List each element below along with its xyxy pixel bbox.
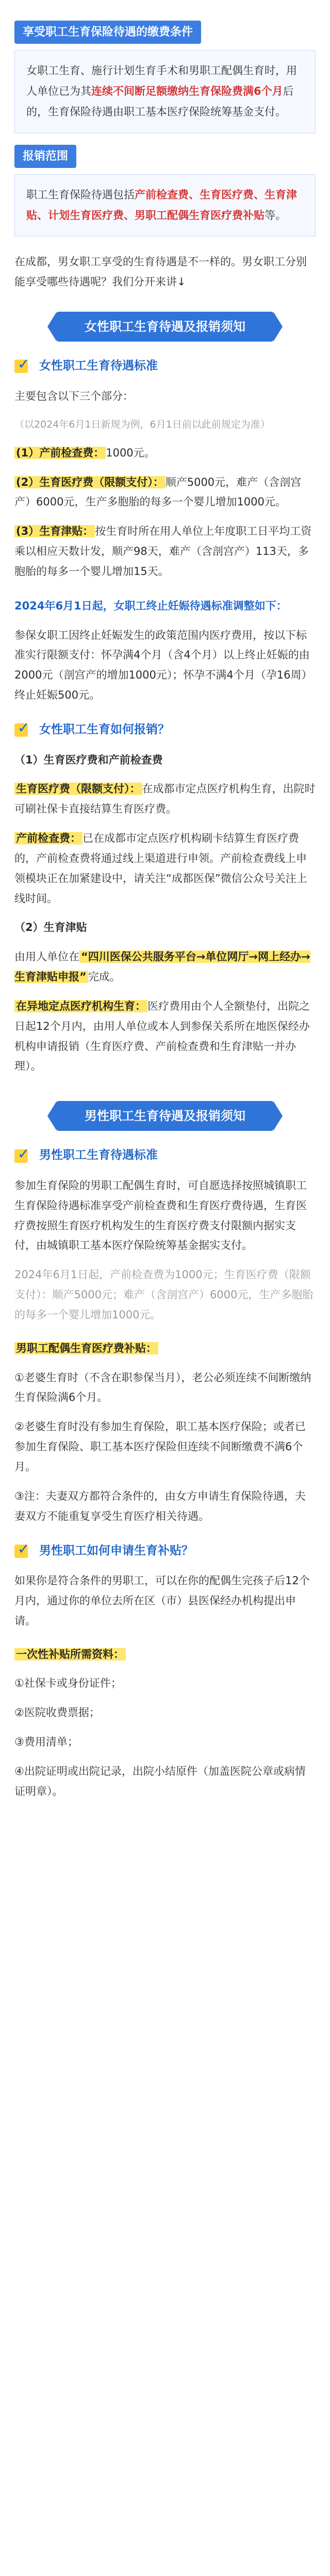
female-standard-heading <box>14 355 316 377</box>
conditions-highlight: 连续不间断足额缴纳生育保险费满6个月 <box>91 84 283 97</box>
scope-card <box>14 174 316 237</box>
item-medical-text: 顺产5000元，难产（含剖宫产）6000元，生产多胞胎的每多一个婴儿增加1000元。 <box>14 476 302 509</box>
conditions-card <box>14 50 316 133</box>
docs-heading <box>14 1645 316 1665</box>
male-apply-text: 如果你是符合条件的男职工，可以在你的配偶生完孩子后12个月内，通过你的单位去所在区（市）县医保经办机构提出申请。 <box>14 1574 310 1627</box>
new-rule-text: 参保女职工因终止妊娠发生的政策范围内医疗费用，按以下标准实行限额支付：怀孕满4个月（含4个月）以上终止妊娠的由2000元（剖宫产的增加1000元）；怀孕不满4个月（孕16周）终止妊娠500元。 <box>14 629 312 702</box>
checkbox-icon: ✓ <box>14 357 33 375</box>
male-standard-heading <box>14 1144 316 1166</box>
item-medical-label: (2）生育医疗费（限额支付）： <box>14 476 166 488</box>
conditions-text-b: 后的，生育保险待遇由职工基本医疗保险统筹基金支付。 <box>26 84 294 118</box>
item-allowance-text: 按生育时所在用人单位上年度职工日平均工资乘以相应天数计发，顺产98天，难产（含剖宫产）113天，多胞胎的每多一个婴儿增加15天。 <box>14 525 312 578</box>
male-condition-title: 男职工配偶生育医疗费补贴： <box>14 1342 158 1354</box>
tag-conditions: 享受职工生育保险待遇的缴费条件 <box>14 21 201 44</box>
condition-1: ①老婆生育时（不含在职参保当月），老公必须连续不间断缴纳生育保险满6个月。 <box>14 1371 311 1404</box>
condition-3: ③注：夫妻双方都符合条件的，由女方申请生育保险待遇，夫妻双方不能重复享受生育医疗相关待遇。 <box>14 1489 306 1522</box>
fee-prenatal-text: 已在成都市定点医疗机构刷卡结算生育医疗费的，产前检查费将通过线上渠道进行申领。产前检查费线上申领模块正在加紧建设中，请关注“成都医保”微信公众号关注上线时间。 <box>14 832 307 905</box>
fees-heading: （1）生育医疗费和产前检查费 <box>14 753 163 766</box>
fee-medical <box>14 779 316 819</box>
tag-scope: 报销范围 <box>14 145 76 168</box>
allowance-path: “四川医保公共服务平台→单位网厅→网上经办→生育津贴申报” <box>14 951 310 984</box>
item-allowance <box>14 521 316 582</box>
female-reimburse-heading <box>14 719 316 741</box>
condition-2: ②老婆生育时没有参加生育保险，职工基本医疗保险；或者已参加生育保险、职工基本医疗保险但连续不间断缴费不满6个月。 <box>14 1420 306 1473</box>
scope-highlight: 产前检查费、生育医疗费、生育津贴、计划生育医疗费、男职工配偶生育医疗费补贴 <box>26 188 297 222</box>
checkbox-icon: ✓ <box>14 1541 33 1560</box>
male-standard-gray: 2024年6月1日起，产前检查费为1000元；生育医疗费（限额支付）：顺产5000元；难产（含剖宫产）6000元，生产多胞胎的每多一个婴儿增加1000元。 <box>14 1268 314 1321</box>
scope-text-b: 等。 <box>265 209 286 222</box>
other-place <box>14 996 316 1076</box>
doc-4: ④出院证明或出院记录，出院小结原件（加盖医院公章或病情证明章）。 <box>14 1765 306 1798</box>
doc-3: ③费用清单； <box>14 1736 78 1749</box>
female-reimburse-title: 女性职工生育如何报销？ <box>39 722 170 736</box>
scope-text-a: 职工生育保险待遇包括 <box>26 188 135 201</box>
rule-note: （以2024年6月1日新规为例，6月1日前以此前规定为准） <box>14 418 270 430</box>
fee-medical-label: 生育医疗费（限额支付）： <box>14 783 142 795</box>
other-place-text: 医疗费用由个人全额垫付，出院之日起12个月内，由用人单位或本人到参保关系所在地医保经办机构申请报销（生育医疗费、产前检查费和生育津贴一并办理）。 <box>14 999 310 1073</box>
fee-medical-text: 在成都市定点医疗机构生育，出院时可刷社保卡直接结算生育医疗费。 <box>14 783 316 816</box>
docs-title: 一次性补贴所需资料： <box>14 1648 126 1660</box>
item-prenatal-text: 1000元。 <box>106 446 155 459</box>
male-standard-text: 参加生育保险的男职工配偶生育时，可自愿选择按照城镇职工生育保险待遇标准享受产前检查费和生育医疗费待遇，生育医疗费按照生育医疗机构发生的生育医疗费支付限额内据实支付，由城镇职工基本医疗保险统筹基金据实支付。 <box>14 1179 307 1252</box>
male-apply-heading <box>14 1540 316 1562</box>
allowance-text-b: 完成。 <box>88 971 121 984</box>
fee-prenatal <box>14 828 316 908</box>
doc-1: ①社保卡或身份证件； <box>14 1677 122 1690</box>
doc-2: ②医院收费票据； <box>14 1706 100 1719</box>
female-banner: 女性职工生育待遇及报销须知 <box>57 312 273 342</box>
item-medical <box>14 472 316 513</box>
item-allowance-label: (3）生育津贴： <box>14 525 95 537</box>
checkbox-icon: ✓ <box>14 1146 33 1165</box>
intro-paragraph: 在成都，男女职工享受的生育待遇是不一样的。男女职工分别能享受哪些待遇呢？我们分开来讲↓ <box>14 256 307 289</box>
male-standard-title: 男性职工生育待遇标准 <box>39 1148 158 1162</box>
checkbox-icon: ✓ <box>14 720 33 739</box>
new-rule-title: 2024年6月1日起，女职工终止妊娠待遇标准调整如下： <box>14 599 287 612</box>
allowance-heading: （2）生育津贴 <box>14 921 87 934</box>
male-condition-heading <box>14 1338 316 1359</box>
conditions-text-a: 女职工生育、施行计划生育手术和男职工配偶生育时，用人单位已为其 <box>26 64 297 97</box>
allowance-text-a: 由用人单位在 <box>14 951 79 963</box>
other-place-label: 在异地定点医疗机构生育： <box>14 1000 147 1012</box>
male-apply-title: 男性职工如何申请生育补贴？ <box>39 1544 193 1557</box>
fee-prenatal-label: 产前检查费： <box>14 832 82 844</box>
main-parts-text: 主要包含以下三个部分： <box>14 389 134 402</box>
item-prenatal <box>14 443 316 463</box>
female-standard-title: 女性职工生育待遇标准 <box>39 359 158 373</box>
male-banner: 男性职工生育待遇及报销须知 <box>57 1101 273 1131</box>
item-prenatal-label: (1）产前检查费： <box>14 447 106 459</box>
allowance-text <box>14 947 316 987</box>
